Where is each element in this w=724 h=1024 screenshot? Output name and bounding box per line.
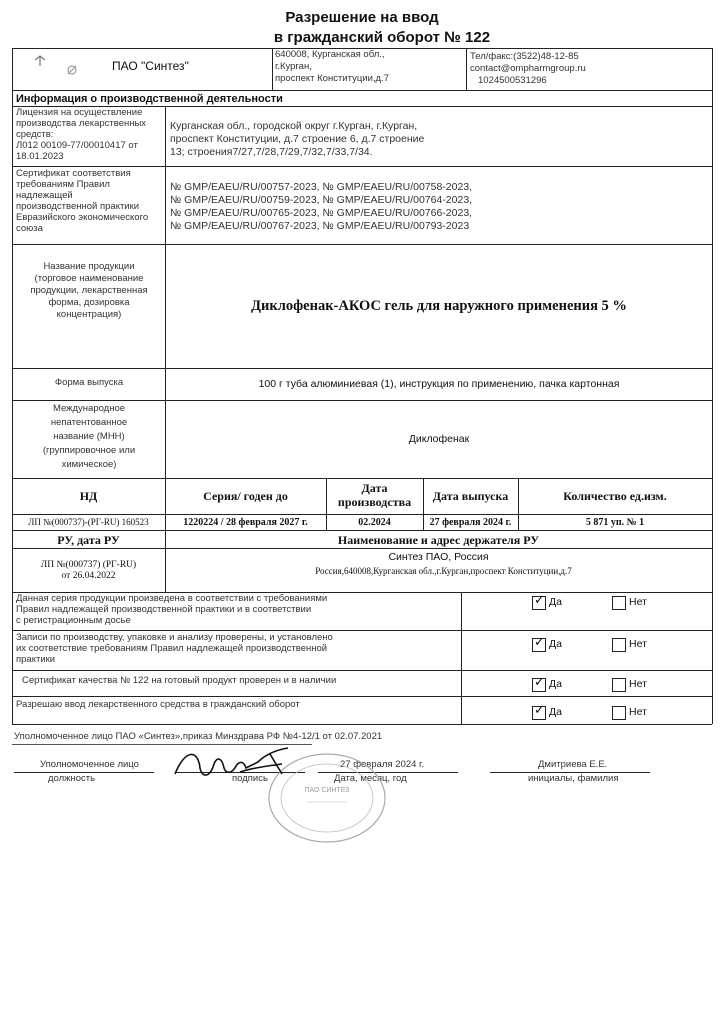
inn-label-line3: название (МНН): [53, 431, 125, 442]
license-value-line1: Курганская обл., городской округ г.Курган, г.Курган,: [170, 120, 418, 132]
gmp-value-line3: № GMP/EAEU/RU/00765-2023, № GMP/EAEU/RU/00766-2023,: [170, 207, 473, 219]
inn-label-line4: (группировочное или: [42, 445, 136, 456]
ru-number: ЛП №(000737) (РГ-RU): [40, 560, 137, 570]
check2-line3: практики: [16, 654, 56, 665]
gmp-label-line6: союза: [16, 223, 43, 234]
batch-header-manufacture-line1: Дата: [361, 481, 388, 495]
product-form-label: Форма выпуска: [54, 377, 124, 388]
batch-header-manufacture-line2: производства: [337, 495, 412, 509]
name-caption: инициалы, фамилия: [528, 773, 619, 784]
check1-no-label: Нет: [629, 596, 647, 608]
check4-yes-checkbox[interactable]: ✓: [534, 703, 545, 718]
gmp-value-line2: № GMP/EAEU/RU/00759-2023, № GMP/EAEU/RU/00764-2023,: [170, 194, 473, 206]
license-label-line4: Л012 00109-77/00010417 от: [16, 140, 138, 151]
product-name-label-line2: (торговое наименование: [34, 273, 144, 284]
check2-line1: Записи по производству, упаковке и анализу проверены, и установлено: [16, 632, 333, 643]
check2-line2: их соответствие требованиям Правил надлежащей производственной: [16, 643, 328, 654]
gmp-value-line1: № GMP/EAEU/RU/00757-2023, № GMP/EAEU/RU/00758-2023,: [170, 181, 473, 193]
license-value-line3: 13; строения7/27,7/28,7/29,7/32,7/33,7/34.: [170, 146, 373, 158]
check2-no-label: Нет: [629, 638, 647, 650]
stamp-text: ПАО СИНТЕЗ: [304, 787, 350, 794]
batch-header-quantity: Количество ед.изм.: [563, 489, 667, 503]
name-value: Дмитриева Е.Е.: [538, 759, 608, 770]
company-logo: [30, 52, 90, 87]
ru-header-left: РУ, дата РУ: [57, 533, 120, 547]
check4-no-label: Нет: [629, 706, 647, 718]
batch-row-manufacture: 02.2024: [358, 517, 391, 528]
document-title-line2: в гражданский оборот № 122: [273, 29, 491, 46]
company-ogrn: 1024500531296: [478, 75, 547, 86]
check3-line1: Сертификат качества № 122 на готовый продукт проверен и в наличии: [22, 675, 337, 686]
license-label-line1: Лицензия на осуществление: [16, 107, 143, 118]
inn-label-line1: Международное: [52, 403, 126, 414]
gmp-label-line1: Сертификат соответствия: [16, 168, 131, 179]
license-label-line2: производства лекарственных: [16, 118, 147, 129]
check1-line2: Правил надлежащей производственной практики и в соответствии: [16, 604, 312, 615]
license-label-line3: средств:: [16, 129, 54, 140]
ru-date: от 26.04.2022: [61, 571, 116, 581]
company-address-line2: г.Курган,: [275, 61, 312, 72]
check3-yes-label: Да: [549, 678, 562, 690]
section-title-production: Информация о производственной деятельности: [16, 93, 283, 105]
product-name-label-line5: концентрация): [56, 309, 122, 320]
gmp-label-line4: производственной практики: [16, 201, 140, 212]
product-form-value: 100 г туба алюминиевая (1), инструкция по применению, пачка картонная: [258, 378, 620, 390]
company-address-line3: проспект Конституции,д.7: [275, 73, 389, 84]
product-name-label-line3: продукции, лекарственная: [30, 285, 148, 296]
gmp-value-line4: № GMP/EAEU/RU/00767-2023, № GMP/EAEU/RU/00793-2023: [170, 220, 470, 232]
authorized-person-line: Уполномоченное лицо ПАО «Синтез»,приказ Минздрава РФ №4-12/1 от 02.07.2021: [14, 731, 383, 742]
product-name-label-line1: Название продукции: [43, 261, 135, 272]
check4-line1: Разрешаю ввод лекарственного средства в гражданский оборот: [16, 699, 300, 710]
batch-header-release: Дата выпуска: [432, 489, 509, 503]
license-label-line5: 18.01.2023: [16, 151, 64, 162]
company-phone: Тел/факс:(3522)48-12-85: [470, 51, 579, 62]
document-title-line1: Разрешение на ввод: [285, 9, 439, 26]
check1-line3: с регистрационным досье: [16, 615, 131, 626]
check3-no-checkbox[interactable]: [612, 678, 626, 692]
check1-yes-label: Да: [549, 596, 562, 608]
ru-holder-address: Россия,640008,Курганская обл.,г.Курган,проспект Конституции,д.7: [315, 566, 572, 576]
check2-no-checkbox[interactable]: [612, 638, 626, 652]
gmp-label-line3: надлежащей: [16, 190, 73, 201]
batch-row-series: 1220224 / 28 февраля 2027 г.: [183, 517, 308, 528]
company-email: contact@ompharmgroup.ru: [470, 63, 586, 74]
check1-line1: Данная серия продукции произведена в соответствии с требованиями: [16, 593, 328, 604]
batch-row-quantity: 5 871 уп. № 1: [585, 517, 645, 528]
check4-yes-label: Да: [549, 706, 562, 718]
gmp-label-line5: Евразийского экономического: [16, 212, 149, 223]
ru-header-right: Наименование и адрес держателя РУ: [337, 533, 540, 547]
license-value-line2: проспект Конституции, д.7 строение 6, д.7 строение: [170, 133, 425, 145]
signature-caption: подпись: [232, 773, 268, 784]
product-name-value: Диклофенак-АКОС гель для наружного применения 5 %: [251, 298, 627, 314]
check3-yes-checkbox[interactable]: ✓: [534, 675, 545, 690]
company-address-line1: 640008, Курганская обл.,: [275, 49, 385, 60]
product-name-label-line4: форма, дозировка: [48, 297, 130, 308]
check3-no-label: Нет: [629, 678, 647, 690]
handwritten-signature: [170, 744, 300, 789]
batch-header-nd: НД: [79, 489, 98, 503]
inn-label-line2: непатентованное: [50, 417, 128, 428]
check2-yes-checkbox[interactable]: ✓: [534, 635, 545, 650]
ru-holder-name: Синтез ПАО, Россия: [388, 551, 489, 563]
position-caption: должность: [48, 773, 96, 784]
gmp-label-line2: требованиям Правил: [16, 179, 110, 190]
date-value: 27 февраля 2024 г.: [340, 759, 424, 770]
check4-no-checkbox[interactable]: [612, 706, 626, 720]
company-name: ПАО "Синтез": [112, 59, 189, 73]
batch-header-series: Серия/ годен до: [203, 489, 288, 503]
position-value: Уполномоченное лицо: [40, 759, 139, 770]
batch-row-nd: ЛП №(000737)-(РГ-RU) 160523: [28, 517, 149, 527]
check1-yes-checkbox[interactable]: ✓: [534, 593, 545, 608]
check2-yes-label: Да: [549, 638, 562, 650]
inn-value: Диклофенак: [408, 433, 470, 445]
date-caption: Дата, месяц, год: [334, 773, 407, 784]
inn-label-line5: химическое): [61, 459, 117, 470]
batch-row-release: 27 февраля 2024 г.: [429, 517, 512, 528]
check1-no-checkbox[interactable]: [612, 596, 626, 610]
